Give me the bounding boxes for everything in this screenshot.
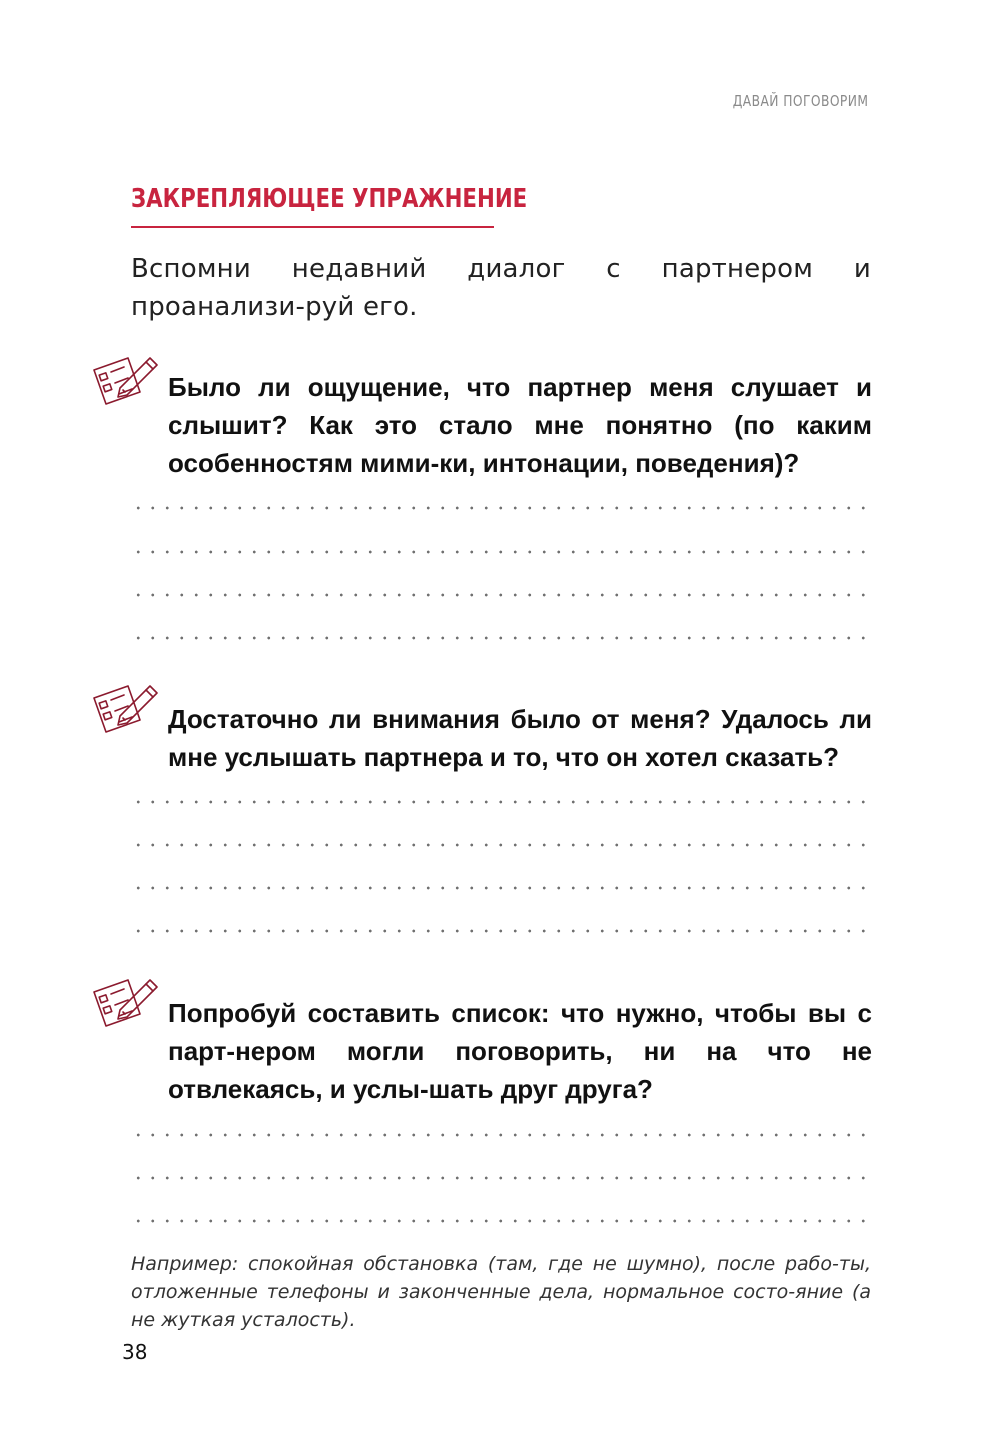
worksheet-pencil-icon [90,678,162,736]
intro-text: Вспомни недавний диалог с партнером и проанализи-руй его. [131,254,871,322]
answer-line[interactable] [131,550,871,554]
answer-line[interactable] [131,1176,871,1180]
answer-line[interactable] [131,593,871,597]
answer-line[interactable] [131,800,871,804]
answer-line[interactable] [131,1219,871,1223]
answer-line[interactable] [131,843,871,847]
worksheet-pencil-icon [90,350,162,408]
section-title: ЗАКРЕПЛЯЮЩЕЕ УПРАЖНЕНИЕ [131,184,528,214]
title-underline [131,226,494,228]
question-text: Было ли ощущение, что партнер меня слушает и слышит? Как это стало мне понятно (по каким особенностям мими-ки, интонации, поведения)? [168,372,872,478]
worksheet-pencil-icon [90,972,162,1030]
example-note: Например: спокойная обстановка (там, где не шумно), после рабо-ты, отложенные телефоны и законченные дела, нормальное состо-яние (а не жуткая усталость). [131,1253,871,1331]
question-text: Достаточно ли внимания было от меня? Удалось ли мне услышать партнера и то, что он хотел сказать? [168,704,872,772]
answer-line[interactable] [131,636,871,640]
answer-line[interactable] [131,1133,871,1137]
question-text: Попробуй составить список: что нужно, чтобы вы с парт-нером могли поговорить, ни на что не отвлекаясь, и услы-шать друг друга? [168,998,872,1104]
answer-line[interactable] [131,886,871,890]
running-header: ДАВАЙ ПОГОВОРИМ [732,92,868,110]
page-number: 38 [122,1340,148,1364]
answer-line[interactable] [131,929,871,933]
answer-line[interactable] [131,506,871,510]
